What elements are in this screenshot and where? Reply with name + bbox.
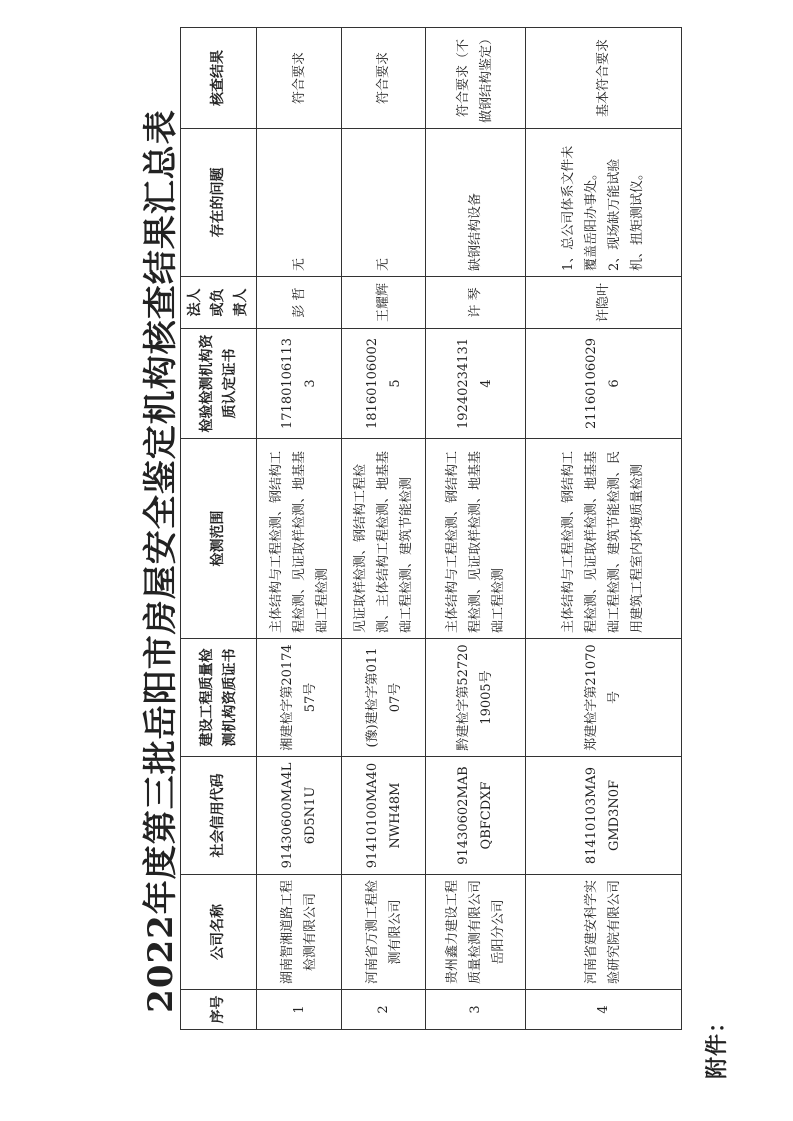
cell-company: 河南省建安科学实验研究院有限公司 — [525, 875, 681, 990]
header-cma: 检验检测机构资质认定证书 — [181, 329, 257, 439]
cell-cma: 211601060296 — [525, 329, 681, 439]
cell-certificate: 黔建检字第5272019005号 — [425, 639, 525, 757]
header-legal-person: 法人或负责人 — [181, 277, 257, 329]
cell-credit-code: 91410100MA40NWH48M — [342, 757, 425, 875]
attachment-label: 附件： — [704, 1009, 730, 1079]
cell-result: 符合要求 — [342, 28, 425, 129]
cell-scope: 主体结构与工程检测、钢结构工程检测、见证取样检测、地基基础工程检测、建筑节能检测、民用建筑工程室内环境质量检测 — [525, 439, 681, 639]
cell-issues: 无 — [342, 129, 425, 277]
cell-certificate: 郑建检字第21070号 — [525, 639, 681, 757]
cell-certificate: 湘建检字第2017457号 — [257, 639, 342, 757]
cell-credit-code: 91430602MABQBFCDXF — [425, 757, 525, 875]
cell-company: 贵州鑫力建设工程质量检测有限公司岳阳分公司 — [425, 875, 525, 990]
cell-credit-code: 91430600MA4L6D5N1U — [257, 757, 342, 875]
cell-no: 3 — [425, 990, 525, 1030]
cell-credit-code: 81410103MA9GMD3N0F — [525, 757, 681, 875]
header-no: 序号 — [181, 990, 257, 1030]
cell-cma: 181601060025 — [342, 329, 425, 439]
cell-no: 1 — [257, 990, 342, 1030]
cell-legal-person: 许 琴 — [425, 277, 525, 329]
header-credit-code: 社会信用代码 — [181, 757, 257, 875]
table-row — [525, 28, 681, 1030]
header-company: 公司名称 — [181, 875, 257, 990]
cell-no: 2 — [342, 990, 425, 1030]
cell-issues: 缺钢结构设备 — [425, 129, 525, 277]
cell-scope: 见证取样检测、钢结构工程检测、主体结构工程检测、地基基础工程检测、建筑节能检测 — [342, 439, 425, 639]
header-scope: 检测范围 — [181, 439, 257, 639]
cell-legal-person: 许隐叶 — [525, 277, 681, 329]
cell-legal-person: 彭 哲 — [257, 277, 342, 329]
cell-cma: 192402341314 — [425, 329, 525, 439]
header-certificate: 建设工程质量检测机构资质证书 — [181, 639, 257, 757]
cell-no: 4 — [525, 990, 681, 1030]
cell-company: 河南省万测工程检测有限公司 — [342, 875, 425, 990]
header-issues: 存在的问题 — [181, 129, 257, 277]
cell-scope: 主体结构与工程检测、钢结构工程检测、见证取样检测、地基基础工程检测 — [425, 439, 525, 639]
cell-result: 基本符合要求 — [525, 28, 681, 129]
table-row — [342, 28, 425, 1030]
cell-certificate: (豫)建检字第01107号 — [342, 639, 425, 757]
table-row — [257, 28, 342, 1030]
cell-result: 符合要求（不做钢结构鉴定） — [425, 28, 525, 129]
cell-result: 符合要求 — [257, 28, 342, 129]
results-table — [180, 27, 682, 1030]
cell-issues: 无 — [257, 129, 342, 277]
page-title: 2022年度第三批岳阳市房屋安全鉴定机构核查结果汇总表 — [141, 109, 181, 1013]
header-result: 核查结果 — [181, 28, 257, 129]
cell-company: 湖南智湘道路工程检测有限公司 — [257, 875, 342, 990]
cell-scope: 主体结构与工程检测、钢结构工程检测、见证取样检测、地基基础工程检测 — [257, 439, 342, 639]
table-row — [425, 28, 525, 1030]
cell-legal-person: 王耀辉 — [342, 277, 425, 329]
cell-cma: 171801061133 — [257, 329, 342, 439]
table-header-row — [181, 28, 257, 1030]
cell-issues: 1、总公司体系文件未覆盖岳阳办事处。 2、现场缺万能试验机、扭矩测试仪。 — [525, 129, 681, 277]
